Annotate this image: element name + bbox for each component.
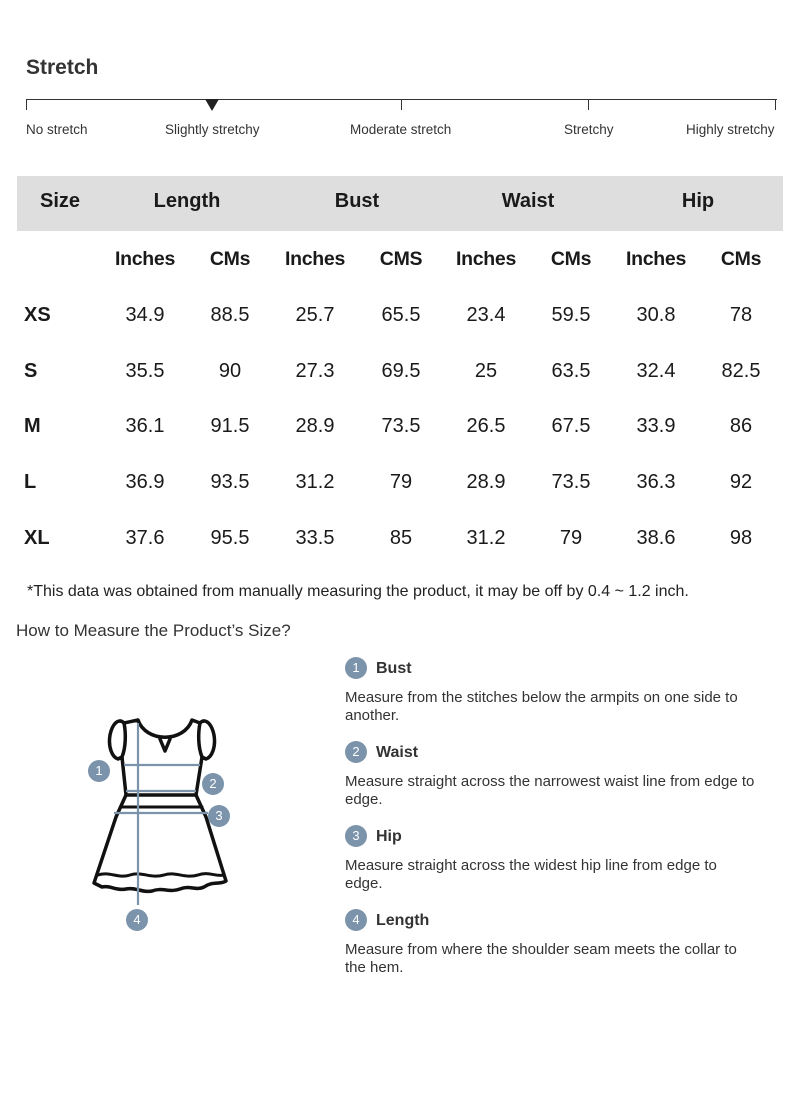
hip-description: Measure straight across the widest hip line from edge to edge. xyxy=(345,857,717,892)
table-cell: 85 xyxy=(389,527,413,549)
table-cell: 38.6 xyxy=(636,527,676,549)
scale-tick xyxy=(401,99,402,110)
table-header-band xyxy=(17,176,783,231)
table-cell: 30.8 xyxy=(636,304,676,326)
table-cell: 73.5 xyxy=(381,415,421,437)
table-cell: 33.9 xyxy=(636,415,676,437)
stretch-label-none: No stretch xyxy=(26,122,88,137)
measurement-note: *This data was obtained from manually measuring the product, it may be off by 0.4 ~ 1.2 inch. xyxy=(27,583,689,600)
header-length: Length xyxy=(153,190,221,212)
stretch-label-slight: Slightly stretchy xyxy=(165,122,260,137)
badge-1: 1 xyxy=(88,760,110,782)
stretch-label-stretchy: Stretchy xyxy=(564,122,614,137)
header-bust: Bust xyxy=(334,190,380,212)
table-cell: 27.3 xyxy=(295,360,335,382)
unit-header: CMS xyxy=(379,248,423,270)
unit-header: CMs xyxy=(550,248,592,270)
badge-3: 3 xyxy=(208,805,230,827)
badge-4: 4 xyxy=(126,909,148,931)
size-label: XL xyxy=(24,527,50,549)
table-cell: 65.5 xyxy=(381,304,421,326)
header-waist: Waist xyxy=(501,190,555,212)
table-cell: 25 xyxy=(474,360,498,382)
measure-title: How to Measure the Product’s Size? xyxy=(16,621,291,640)
size-label: S xyxy=(24,360,38,382)
unit-header: Inches xyxy=(626,248,686,270)
bust-description: Measure from the stitches below the armpits on one side to another. xyxy=(345,689,738,724)
size-label: XS xyxy=(24,304,51,326)
waist-heading: Waist xyxy=(376,744,419,761)
table-cell: 26.5 xyxy=(466,415,506,437)
waist-description: Measure straight across the narrowest waist line from edge to edge. xyxy=(345,773,755,808)
bust-heading: Bust xyxy=(376,660,412,677)
table-cell: 73.5 xyxy=(551,471,591,493)
table-cell: 36.9 xyxy=(125,471,165,493)
unit-header: Inches xyxy=(285,248,345,270)
length-heading: Length xyxy=(376,912,430,929)
table-cell: 59.5 xyxy=(551,304,591,326)
table-cell: 91.5 xyxy=(210,415,250,437)
table-cell: 25.7 xyxy=(295,304,335,326)
badge-2: 2 xyxy=(202,773,224,795)
length-badge: 4 xyxy=(345,909,367,931)
table-cell: 82.5 xyxy=(721,360,761,382)
scale-tick xyxy=(775,99,776,110)
table-cell: 69.5 xyxy=(381,360,421,382)
waist-badge: 2 xyxy=(345,741,367,763)
hip-heading: Hip xyxy=(376,828,402,845)
table-cell: 90 xyxy=(218,360,242,382)
table-cell: 98 xyxy=(729,527,753,549)
table-cell: 67.5 xyxy=(551,415,591,437)
table-cell: 63.5 xyxy=(551,360,591,382)
header-hip: Hip xyxy=(681,190,715,212)
table-cell: 23.4 xyxy=(466,304,506,326)
stretch-label-moderate: Moderate stretch xyxy=(350,122,452,137)
table-cell: 35.5 xyxy=(125,360,165,382)
length-description: Measure from where the shoulder seam meets the collar to the hem. xyxy=(345,941,737,976)
table-cell: 34.9 xyxy=(125,304,165,326)
stretch-label-high: Highly stretchy xyxy=(686,122,775,137)
table-cell: 28.9 xyxy=(466,471,506,493)
table-cell: 95.5 xyxy=(210,527,250,549)
table-cell: 33.5 xyxy=(295,527,335,549)
table-cell: 79 xyxy=(389,471,413,493)
table-cell: 93.5 xyxy=(210,471,250,493)
bust-badge: 1 xyxy=(345,657,367,679)
unit-header: CMs xyxy=(209,248,251,270)
header-size: Size xyxy=(39,190,81,212)
hip-badge: 3 xyxy=(345,825,367,847)
table-cell: 88.5 xyxy=(210,304,250,326)
table-cell: 32.4 xyxy=(636,360,676,382)
stretch-title: Stretch xyxy=(26,56,99,79)
unit-header: CMs xyxy=(720,248,762,270)
table-cell: 92 xyxy=(729,471,753,493)
table-cell: 37.6 xyxy=(125,527,165,549)
size-label: M xyxy=(24,415,41,437)
table-cell: 36.1 xyxy=(125,415,165,437)
stretch-marker-icon xyxy=(205,99,219,111)
unit-header: Inches xyxy=(115,248,175,270)
table-cell: 86 xyxy=(729,415,753,437)
table-cell: 28.9 xyxy=(295,415,335,437)
table-cell: 78 xyxy=(729,304,753,326)
table-cell: 31.2 xyxy=(466,527,506,549)
scale-tick xyxy=(588,99,589,110)
table-cell: 36.3 xyxy=(636,471,676,493)
size-label: L xyxy=(24,471,37,493)
unit-header: Inches xyxy=(456,248,516,270)
table-cell: 79 xyxy=(559,527,583,549)
scale-tick xyxy=(26,99,27,110)
table-cell: 31.2 xyxy=(295,471,335,493)
